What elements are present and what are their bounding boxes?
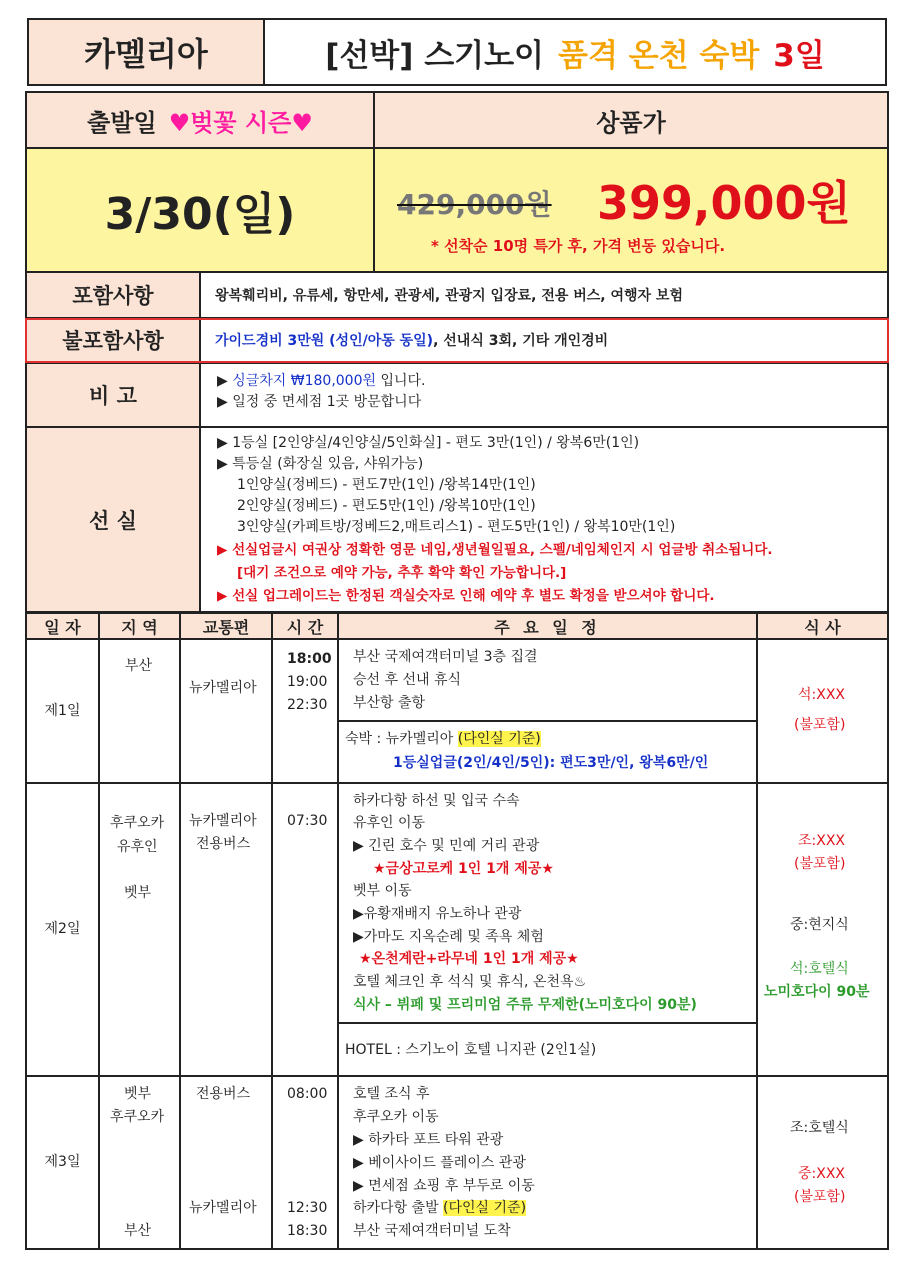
day2-meal-breakfast: 조:XXX	[798, 833, 846, 849]
tour-title-highlight: 품격 온천 숙박	[558, 37, 760, 74]
day2-item-8: ★온천계란+라무네 1인 1개 제공★	[359, 951, 579, 967]
day2-item-10: 식사 – 뷔페 및 프리미엄 주류 무제한(노미호다이 90분)	[353, 997, 697, 1013]
day3-schedule-cell	[338, 1076, 757, 1249]
remarks-line-2-text: 일정 중 면세점 1곳 방문합니다	[232, 394, 422, 410]
day1-stay-cell	[338, 721, 757, 783]
remarks-label: 비 고	[89, 384, 137, 408]
day1-label-cell	[26, 639, 99, 783]
cabin-label-cell	[26, 427, 200, 612]
day3-meal-lunch: 중:XXX	[798, 1166, 846, 1182]
day3-depart	[353, 1197, 526, 1220]
day3-transport-1: 전용버스	[196, 1086, 251, 1102]
day2-region-3: 벳부	[124, 885, 152, 901]
remarks-label-cell	[26, 363, 200, 427]
day2-item-5: 벳부 이동	[353, 883, 412, 899]
price-note: * 선착순 10명 특가 후, 가격 변동 있습니다.	[431, 237, 726, 255]
cabin-warning-1: ▶ 선실업글시 여권상 정확한 영문 네임,생년월일필요, 스펠/네임체인지 시 업글방 취소됩니다.	[217, 542, 773, 558]
remarks-line-1: ▶ 싱글차지 ₩180,000원 입니다.	[217, 373, 426, 389]
single-charge: 싱글차지 ₩180,000원	[232, 373, 377, 389]
cabin-warning-2: [대기 조건으로 예약 가능, 추후 확약 확인 가능합니다.]	[237, 565, 567, 581]
excluded-highlight-frame	[25, 318, 889, 363]
day1-transport-cell	[180, 639, 272, 783]
day3-transport-cell	[180, 1076, 272, 1249]
day2-item-2: 유후인 이동	[353, 815, 426, 831]
day2-label: 제2일	[44, 921, 81, 937]
day2-item-3: ▶ 긴린 호수 및 민예 거리 관광	[353, 838, 540, 854]
tour-title-prefix: [선박] 스기노이	[325, 37, 544, 74]
day2-label-cell	[26, 783, 99, 1076]
day1-item-1: 부산 국제여객터미널 3층 집결	[353, 649, 538, 665]
col-day-header-text: 일 자	[44, 617, 81, 637]
col-transport-header	[180, 613, 272, 639]
day2-transport-1: 뉴카멜리아	[189, 813, 257, 829]
day2-region-cell	[99, 783, 180, 1076]
day3-meal-lunch-note: (불포함)	[794, 1189, 846, 1205]
day1-schedule-cell	[338, 639, 757, 721]
day2-meal-breakfast-note: (불포함)	[794, 856, 846, 872]
day2-meal-dinner-note: 노미호다이 90분	[764, 984, 870, 1000]
day3-item-3: ▶ 하카타 포트 타워 관광	[353, 1132, 504, 1148]
day1-time-2: 19:00	[287, 674, 328, 690]
tour-title	[265, 20, 885, 84]
day1-label: 제1일	[44, 702, 81, 719]
day2-time: 07:30	[287, 813, 328, 829]
day3-region-cell	[99, 1076, 180, 1249]
day3-transport-2: 뉴카멜리아	[189, 1200, 257, 1216]
price-header	[374, 92, 888, 148]
day3-time-1: 08:00	[287, 1086, 328, 1102]
day3-arrive: 부산 국제여객터미널 도착	[353, 1223, 511, 1239]
day2-item-9: 호텔 체크인 후 석식 및 휴식, 온천욕♨	[353, 974, 587, 990]
day2-item-6: ▶유황재배지 유노하나 관광	[353, 906, 522, 922]
departure-label: 출발일	[87, 108, 157, 137]
departure-header	[26, 92, 374, 148]
day2-meal-cell	[757, 783, 888, 1076]
day3-meal-cell	[757, 1076, 888, 1249]
cabin-line-3: 1인양실(정베드) - 편도7만(1인) /왕복14만(1인)	[237, 477, 536, 493]
day3-item-1: 호텔 조식 후	[353, 1086, 430, 1102]
day1-stay-highlight: (다인실 기준)	[457, 731, 541, 747]
day3-item-5: ▶ 면세점 쇼핑 후 부두로 이동	[353, 1178, 535, 1194]
day3-time-cell	[272, 1076, 338, 1249]
day3-region-3: 부산	[124, 1223, 152, 1239]
col-region-header	[99, 613, 180, 639]
season-label: ♥벚꽃 시즌♥	[168, 108, 313, 137]
col-schedule-header	[338, 613, 757, 639]
day2-hotel-cell	[338, 1023, 757, 1076]
day1-time-1: 18:00	[287, 651, 332, 667]
day2-transport-2: 전용버스	[196, 836, 251, 852]
day1-stay	[345, 728, 541, 751]
day3-meal-breakfast: 조:호텔식	[790, 1120, 849, 1136]
col-schedule-header-text: 주 요 일 정	[494, 617, 601, 637]
included-label-cell	[26, 272, 200, 318]
ship-name: 카멜리아	[29, 20, 265, 84]
col-time-header-text: 시 간	[286, 617, 324, 637]
day1-time-3: 22:30	[287, 697, 328, 713]
day3-item-4: ▶ 베이사이드 플레이스 관광	[353, 1155, 526, 1171]
cabin-line-4: 2인양실(정베드) - 편도5만(1인) /왕복10만(1인)	[237, 498, 536, 514]
day2-transport-cell	[180, 783, 272, 1076]
original-price: 429,000원	[397, 188, 552, 221]
day2-time-cell	[272, 783, 338, 1076]
day3-region-1: 벳부	[124, 1086, 152, 1102]
day2-item-4: ★금상고로케 1인 1개 제공★	[373, 861, 554, 877]
col-meal-header-text: 식 사	[804, 617, 841, 637]
day1-stay-upgrade: 1등실업글(2인/4인/5인): 편도3만/인, 왕복6만/인	[393, 755, 709, 771]
day2-meal-dinner: 석:호텔식	[790, 961, 849, 977]
remarks-line-2: ▶ 일정 중 면세점 1곳 방문합니다	[217, 394, 422, 410]
col-region-header-text: 지 역	[121, 617, 158, 637]
cabin-label: 선 실	[89, 508, 137, 533]
day1-region: 부산	[125, 658, 153, 674]
day2-item-7: ▶가마도 지옥순례 및 족욕 체험	[353, 929, 544, 945]
title-bar	[27, 18, 887, 86]
day3-time-2: 12:30	[287, 1200, 328, 1216]
included-text: 왕복훼리비, 유류세, 항만세, 관광세, 관광지 입장료, 전용 버스, 여행자 보험	[215, 288, 683, 304]
col-transport-header-text: 교통편	[202, 617, 250, 637]
cabin-line-2: ▶ 특등실 (화장실 있음, 샤워가능)	[217, 456, 424, 472]
col-day-header	[26, 613, 99, 639]
day1-transport: 뉴카멜리아	[189, 680, 257, 696]
day2-hotel: HOTEL : 스기노이 호텔 니지관 (2인1실)	[345, 1042, 597, 1058]
included-label: 포함사항	[72, 284, 154, 308]
included-cell	[200, 272, 888, 318]
sale-price: 399,000원	[597, 176, 851, 230]
price-cell	[374, 148, 888, 272]
day2-schedule-cell	[338, 783, 757, 1023]
cabin-warning-3: ▶ 선실 업그레이드는 한정된 객실숫자로 인해 예약 후 별도 확정을 받으셔야 합니다.	[217, 588, 715, 604]
day1-region-cell	[99, 639, 180, 783]
day1-time-cell	[272, 639, 338, 783]
day3-item-2: 후쿠오카 이동	[353, 1109, 439, 1125]
excluded-rest: , 선내식 3회, 기타 개인경비	[433, 333, 609, 349]
excluded-guide: 가이드경비 3만원 (성인/아동 동일)	[215, 333, 434, 349]
departure-date-cell	[26, 148, 374, 272]
day1-meal-dinner: 석:XXX	[798, 687, 846, 703]
day2-region-2: 유후인	[117, 839, 158, 855]
day3-depart-highlight: (다인실 기준)	[443, 1200, 527, 1216]
day3-time-3: 18:30	[287, 1223, 328, 1239]
day3-depart-prefix: 하카다항 출발	[353, 1200, 444, 1216]
day1-item-3: 부산항 출항	[353, 695, 426, 711]
day3-label: 제3일	[44, 1154, 81, 1170]
day3-region-2: 후쿠오카	[110, 1109, 165, 1125]
price-label: 상품가	[596, 108, 666, 137]
excluded-label: 불포함사항	[62, 329, 164, 353]
day2-region-1: 후쿠오카	[110, 815, 165, 831]
col-time-header	[272, 613, 338, 639]
tour-title-days: 3일	[773, 37, 825, 74]
day3-label-cell	[26, 1076, 99, 1249]
day2-item-1: 하카다항 하선 및 입국 수속	[353, 793, 520, 809]
day2-meal-lunch: 중:현지식	[790, 917, 849, 933]
cabin-line-5: 3인양실(카페트방/정베드2,매트리스1) - 편도5만(1인) / 왕복10만(1인)	[237, 519, 676, 535]
cabin-cell	[200, 427, 888, 612]
day1-meal-dinner-note: (불포함)	[794, 717, 846, 733]
remarks-line-1-rest: 입니다.	[376, 373, 426, 389]
cabin-line-1: ▶ 1등실 [2인양실/4인양실/5인화실] - 편도 3만(1인) / 왕복6만(1인)	[217, 435, 640, 451]
day1-stay-prefix: 숙박 : 뉴카멜리아	[345, 731, 458, 747]
col-meal-header	[757, 613, 888, 639]
departure-date: 3/30(일)	[104, 189, 296, 240]
day1-item-2: 승선 후 선내 휴식	[353, 672, 462, 688]
remarks-cell	[200, 363, 888, 427]
day1-meal-cell	[757, 639, 888, 783]
